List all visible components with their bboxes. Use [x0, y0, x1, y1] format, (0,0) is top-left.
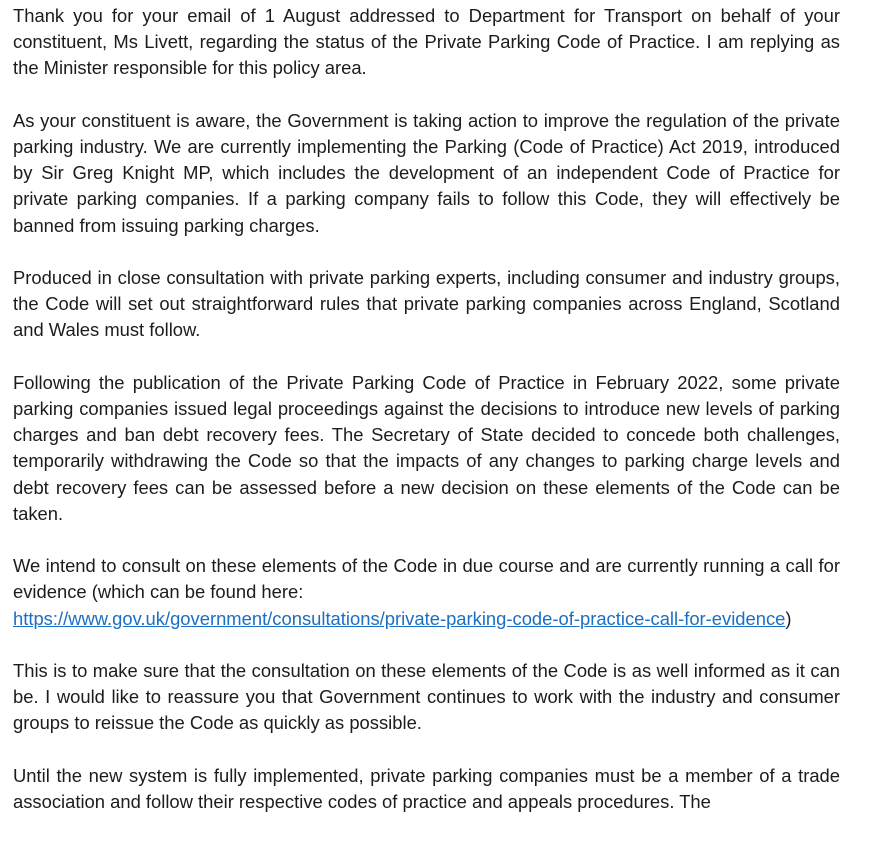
- link-closing-paren: ): [785, 607, 792, 629]
- call-for-evidence-text: We intend to consult on these elements of the Code in due course and are currently running a call for evidence (which can be found here:: [13, 555, 840, 603]
- call-for-evidence-link[interactable]: https://www.gov.uk/government/consultations/private-parking-code-of-practice-call-for-evidence: [13, 607, 786, 629]
- paragraph-legal-proceedings: Following the publication of the Private Parking Code of Practice in February 2022, some private parking companies issued legal proceedings against the decisions to introduce new levels of parking charges and ban debt recovery fees. The Secretary of State decided to concede both challenges, temporarily withdrawing the Code so that the impacts of any changes to parking charge levels and debt recovery fees can be assessed before a new decision on these elements of the Code can be taken.: [13, 371, 840, 524]
- paragraph-trade-association: Until the new system is fully implemented, private parking companies must be a member of a trade association and follow their respective codes of practice and appeals procedures. The: [13, 764, 840, 812]
- paragraph-thanks: Thank you for your email of 1 August addressed to Department for Transport on behalf of your constituent, Ms Livett, regarding the status of the Private Parking Code of Practice. I am replying as the Minister responsible for this policy area.: [13, 5, 840, 79]
- paragraph-regulation: As your constituent is aware, the Government is taking action to improve the regulation of the private parking industry. We are currently implementing the Parking (Code of Practice) Act 2019, introduced by Sir Greg Knight MP, which includes the development of an independent Code of Practice for private parking companies. If a parking company fails to follow this Code, they will effectively be banned from issuing parking charges.: [13, 109, 840, 236]
- paragraph-consultation-experts: Produced in close consultation with private parking experts, including consumer and industry groups, the Code will set out straightforward rules that private parking companies across England, Scotland and Wales must follow.: [13, 267, 840, 341]
- letter-body: [13, 3, 840, 841]
- paragraph-reassurance: This is to make sure that the consultation on these elements of the Code is as well informed as it can be. I would like to reassure you that Government continues to work with the industry and consumer groups to reissue the Code as quickly as possible.: [13, 660, 840, 734]
- paragraph-call-for-evidence: [13, 553, 840, 632]
